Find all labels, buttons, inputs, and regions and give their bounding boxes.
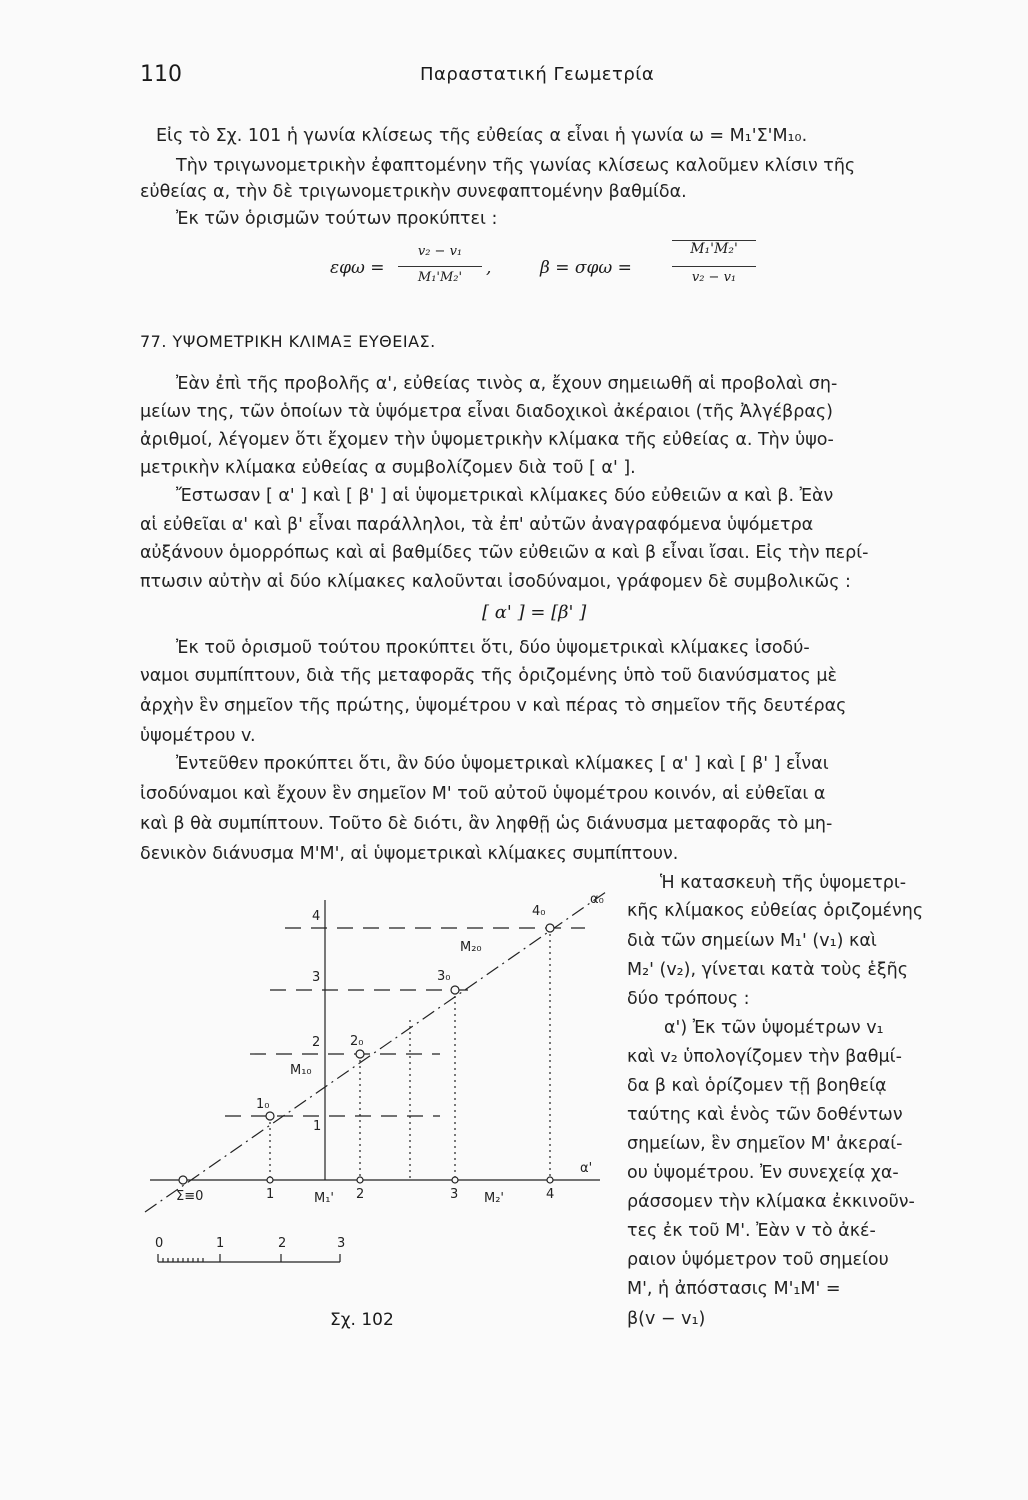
- body-line: ὑψομέτρου v.: [140, 726, 256, 746]
- tan-numerator: v₂ − v₁: [417, 244, 463, 259]
- figure-caption: Σχ. 102: [330, 1310, 394, 1330]
- running-title: Παραστατική Γεωμετρία: [420, 64, 655, 85]
- col-line: ραιον ὑψόμετρον τοῦ σημείου: [627, 1250, 889, 1270]
- col-line: τες ἐκ τοῦ M'. Ἐὰν v τὸ ἀκέ-: [627, 1221, 876, 1241]
- body-line: ἀρχὴν ἓν σημεῖον τῆς πρώτης, ὑψομέτρου v καὶ πέρας τὸ σημεῖον τῆς δευτέρας: [140, 696, 847, 716]
- point-sigma: [179, 1176, 187, 1184]
- label-1: 1: [313, 1119, 322, 1134]
- body-line: μετρικὴν κλίμακα εὐθείας α συμβολίζομεν διὰ τοῦ [ α' ].: [140, 458, 636, 478]
- col-line: β(v − v₁): [627, 1309, 706, 1329]
- label-b4: 4: [546, 1187, 555, 1202]
- body-line: Ἐὰν ἐπὶ τῆς προβολῆς α', εὐθείας τινὸς α, ἔχουν σημειωθῆ αἱ προβολαὶ ση-: [176, 374, 838, 394]
- point-4o: [546, 924, 554, 932]
- label-4: 4: [312, 909, 321, 924]
- scale-label-2: 2: [278, 1236, 287, 1251]
- tick-4: [547, 1177, 553, 1183]
- intro-line: Ἐκ τῶν ὁρισμῶν τούτων προκύπτει :: [176, 209, 498, 229]
- label-sigma0: Σ≡0: [176, 1189, 204, 1204]
- label-2o: 2₀: [350, 1034, 364, 1049]
- body-line: καὶ β θὰ συμπίπτουν. Τοῦτο δὲ διότι, ἂν ληφθῇ ὡς διάνυσμα μεταφορᾶς τὸ μη-: [140, 814, 833, 834]
- tick-1: [267, 1177, 273, 1183]
- label-b3: 3: [450, 1187, 459, 1202]
- tan-lhs: εφω =: [330, 258, 385, 278]
- label-m2-prime: M₂': [484, 1191, 505, 1206]
- col-line: δύο τρόπους :: [627, 989, 750, 1009]
- slope-line: [145, 892, 606, 1212]
- body-line: αἱ εὐθεῖαι α' καὶ β' εἶναι παράλληλοι, τὰ ἐπ' αὐτῶν ἀναγραφόμενα ὑψόμετρα: [140, 515, 814, 535]
- tick-2: [357, 1177, 363, 1183]
- col-line: M', ἡ ἀπόστασις M'₁M' =: [627, 1279, 841, 1299]
- label-3o: 3₀: [437, 969, 451, 984]
- col-line: διὰ τῶν σημείων M₁' (v₁) καὶ: [627, 931, 877, 951]
- scale-label-3: 3: [337, 1236, 346, 1251]
- col-line: Ἡ κατασκευὴ τῆς ὑψομετρι-: [660, 873, 907, 893]
- col-line: δα β καὶ ὁρίζομεν τῇ βοηθείᾳ: [627, 1076, 887, 1096]
- col-line: M₂' (v₂), γίνεται κατὰ τοὺς ἑξῆς: [627, 960, 908, 980]
- point-1o: [266, 1112, 274, 1120]
- point-2o: [356, 1050, 364, 1058]
- tick-3: [452, 1177, 458, 1183]
- body-line: μείων της, τῶν ὁποίων τὰ ὑψόμετρα εἶναι διαδοχικοὶ ἀκέραιοι (τῆς Ἀλγέβρας): [140, 402, 833, 422]
- col-line: ου ὑψομέτρου. Ἐν συνεχείᾳ χα-: [627, 1163, 899, 1183]
- body-line: Ἐντεῦθεν προκύπτει ὅτι, ἂν δύο ὑψομετρικαὶ κλίμακες [ α' ] καὶ [ β' ] εἶναι: [176, 754, 829, 774]
- intro-line: Τὴν τριγωνομετρικὴν ἐφαπτομένην τῆς γωνίας κλίσεως καλοῦμεν κλίσιν τῆς: [176, 156, 856, 176]
- intro-line: εὐθείας α, τὴν δὲ τριγωνομετρικὴν συνεφαπτομένην βαθμίδα.: [140, 182, 687, 202]
- col-line: καὶ v₂ ὑπολογίζομεν τὴν βαθμί-: [627, 1047, 902, 1067]
- body-line: ἀριθμοί, λέγομεν ὅτι ἔχομεν τὴν ὑψομετρικὴν κλίμακα τῆς εὐθείας α. Τὴν ὑψο-: [140, 430, 834, 450]
- body-line: Ἔστωσαν [ α' ] καὶ [ β' ] αἱ ὑψομετρικαὶ κλίμακες δύο εὐθειῶν α καὶ β. Ἐὰν: [176, 486, 834, 506]
- col-line: ράσσομεν τὴν κλίμακα ἐκκινοῦν-: [627, 1192, 915, 1212]
- body-line: Ἐκ τοῦ ὁρισμοῦ τούτου προκύπτει ὅτι, δύο ὑψομετρικαὶ κλίμακες ἰσοδύ-: [176, 638, 810, 658]
- body-line: ναμοι συμπίπτουν, διὰ τῆς μεταφορᾶς τῆς ὁριζομένης ὑπὸ τοῦ διανύσματος μὲ: [140, 666, 837, 686]
- label-b1: 1: [266, 1187, 275, 1202]
- page-number: 110: [140, 62, 182, 87]
- body-line: δενικὸν διάνυσμα M'M', αἱ ὑψομετρικαὶ κλίμακες συμπίπτουν.: [140, 844, 679, 864]
- col-line: κῆς κλίμακος εὐθείας ὁριζομένης: [627, 901, 924, 921]
- scale-ticks: [158, 1254, 340, 1262]
- label-3: 3: [312, 970, 321, 985]
- cot-numerator: M₁'M₂': [672, 240, 756, 257]
- scale-label-1: 1: [216, 1236, 225, 1251]
- label-alpha-prime: α': [580, 1161, 593, 1176]
- col-line: ταύτης καὶ ἑνὸς τῶν δοθέντων: [627, 1105, 903, 1125]
- label-m20: M₂₀: [460, 940, 482, 955]
- label-1o: 1₀: [256, 1097, 270, 1112]
- point-3o: [451, 986, 459, 994]
- tan-denominator: M₁'M₂': [417, 270, 463, 285]
- col-line: σημείων, ἓν σημεῖον M' ἀκεραί-: [627, 1134, 903, 1154]
- body-line: πτωσιν αὐτὴν αἱ δύο κλίμακες καλοῦνται ἰσοδύναμοι, γράφομεν δὲ συμβολικῶς :: [140, 572, 851, 592]
- formula-comma: ,: [486, 258, 492, 278]
- body-line: ἰσοδύναμοι καὶ ἔχουν ἓν σημεῖον M' τοῦ αὐτοῦ ὑψομέτρου κοινόν, αἱ εὐθεῖαι α: [140, 784, 826, 804]
- cot-lhs: β = σφω =: [540, 258, 632, 278]
- equivalence-formula: [ α' ] = [β' ]: [482, 602, 587, 623]
- label-alpha0: α₀: [590, 892, 604, 907]
- section-title: 77. ΥΨΟΜΕΤΡΙΚΗ ΚΛΙΜΑΞ ΕΥΘΕΙΑΣ.: [140, 332, 436, 351]
- scale-label-0: 0: [155, 1236, 164, 1251]
- label-4o: 4₀: [532, 904, 546, 919]
- label-b2: 2: [356, 1187, 365, 1202]
- body-line: αὐξάνουν ὁμορρόπως καὶ αἱ βαθμίδες τῶν εὐθειῶν α καὶ β εἶναι ἴσαι. Εἰς τὴν περί-: [140, 543, 869, 563]
- intro-line: Εἰς τὸ Σχ. 101 ἡ γωνία κλίσεως τῆς εὐθείας α εἶναι ἡ γωνία ω = M₁'Σ'M₁₀.: [156, 126, 808, 146]
- cot-denominator: v₂ − v₁: [691, 270, 737, 285]
- label-m10: M₁₀: [290, 1063, 312, 1078]
- label-m1-prime: M₁': [314, 1191, 335, 1206]
- col-line: α') Ἐκ τῶν ὑψομέτρων v₁: [664, 1018, 884, 1038]
- label-2: 2: [312, 1035, 321, 1050]
